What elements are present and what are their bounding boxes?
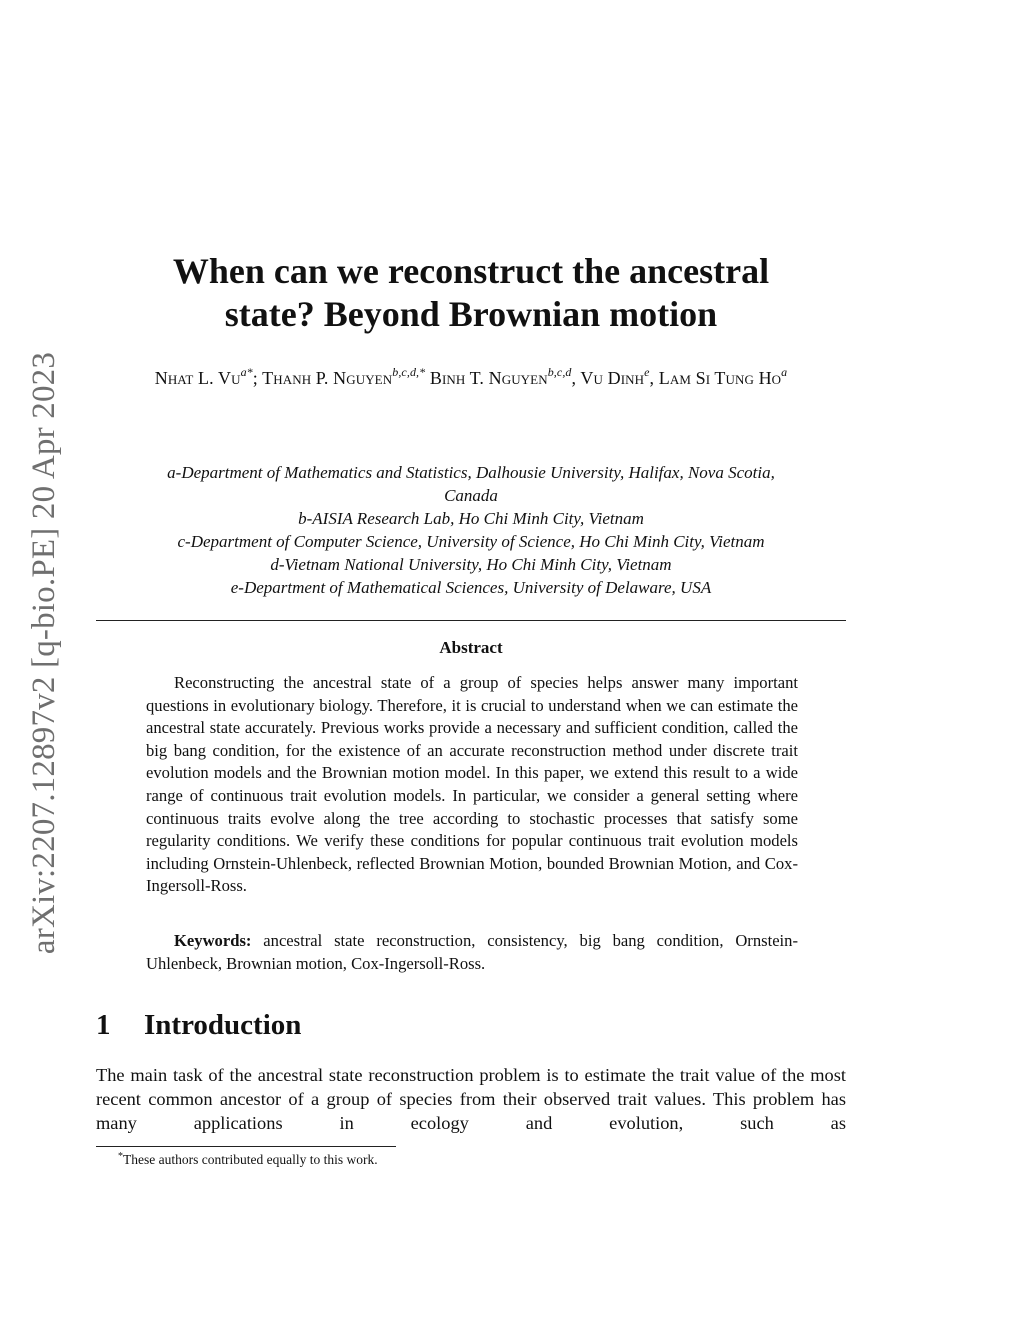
section-title: Introduction — [144, 1009, 302, 1041]
author-name: Nhat L. Vu — [154, 368, 241, 388]
author-affiliation-marks: b,c,d — [547, 365, 572, 379]
affiliation-line: a-Department of Mathematics and Statistics, Dalhousie University, Halifax, Nova Scotia, — [167, 463, 775, 482]
author-name: Thanh P. Nguyen — [262, 368, 393, 388]
author-separator: ; — [252, 368, 263, 388]
affiliation-line: b-AISIA Research Lab, Ho Chi Minh City, Vietnam — [298, 509, 644, 528]
affiliation-line: Canada — [444, 486, 498, 505]
affiliation-line: e-Department of Mathematical Sciences, University of Delaware, USA — [230, 578, 712, 597]
affiliation-line: c-Department of Computer Science, University of Science, Ho Chi Minh City, Vietnam — [177, 532, 765, 551]
title-line-2: state? Beyond Brownian motion — [224, 294, 718, 334]
author-name: Vu Dinh — [580, 368, 645, 388]
author-affiliation-marks: e — [644, 365, 650, 379]
keywords-paragraph — [146, 930, 798, 975]
author-separator: , — [649, 368, 659, 388]
footnote-divider — [96, 1146, 396, 1147]
title-line-1: When can we reconstruct the ancestral — [172, 251, 770, 291]
section-heading — [96, 1009, 846, 1042]
footnote — [118, 1152, 818, 1168]
author-separator: , — [571, 368, 581, 388]
footnote-text: These authors contributed equally to this work. — [123, 1152, 378, 1167]
introduction-text: The main task of the ancestral state reconstruction problem is to estimate the trait value of the most recent common ancestor of a group of species from their observed trait values. This problem has many applications in ecology and evolution, such as — [96, 1065, 846, 1133]
abstract-heading: Abstract — [439, 638, 503, 657]
author-affiliation-marks: a* — [240, 365, 253, 379]
author-name: Binh T. Nguyen — [429, 368, 548, 388]
section-number: 1 — [96, 1009, 111, 1041]
affiliation-list — [96, 461, 846, 599]
keywords-text: ancestral state reconstruction, consistency, big bang condition, Ornstein-Uhlenbeck, Brownian motion, Cox-Ingersoll-Ross. — [146, 931, 798, 973]
author-affiliation-marks: b,c,d,* — [392, 365, 426, 379]
author-list — [96, 365, 846, 389]
abstract-divider — [96, 620, 846, 621]
footnote-mark: * — [118, 1151, 123, 1162]
affiliation-line: d-Vietnam National University, Ho Chi Minh City, Vietnam — [270, 555, 672, 574]
author-affiliation-marks: a — [781, 365, 788, 379]
keywords-label: Keywords: — [174, 931, 252, 950]
author-name: Lam Si Tung Ho — [658, 368, 782, 388]
arxiv-identifier-stamp: arXiv:2207.12897v2 [q-bio.PE] 20 Apr 2023 — [26, 351, 62, 955]
abstract-text: Reconstructing the ancestral state of a group of species helps answer many important questions in evolutionary biology. Therefore, it is crucial to understand when we can estimate the ancestral state accurately. Previous works provide a necessary and sufficient condition, called the big bang condition, for the existence of an accurate reconstruction method under discrete trait evolution models and the Brownian motion model. In this paper, we extend this result to a wide range of continuous trait evolution models. In particular, we consider a general setting where continuous traits evolve along the tree according to stochastic processes that satisfy some regularity conditions. We verify these conditions for popular continuous trait evolution models including Ornstein-Uhlenbeck, reflected Brownian Motion, bounded Brownian Motion, and Cox-Ingersoll-Ross. — [146, 673, 798, 896]
paper-title — [96, 250, 846, 336]
